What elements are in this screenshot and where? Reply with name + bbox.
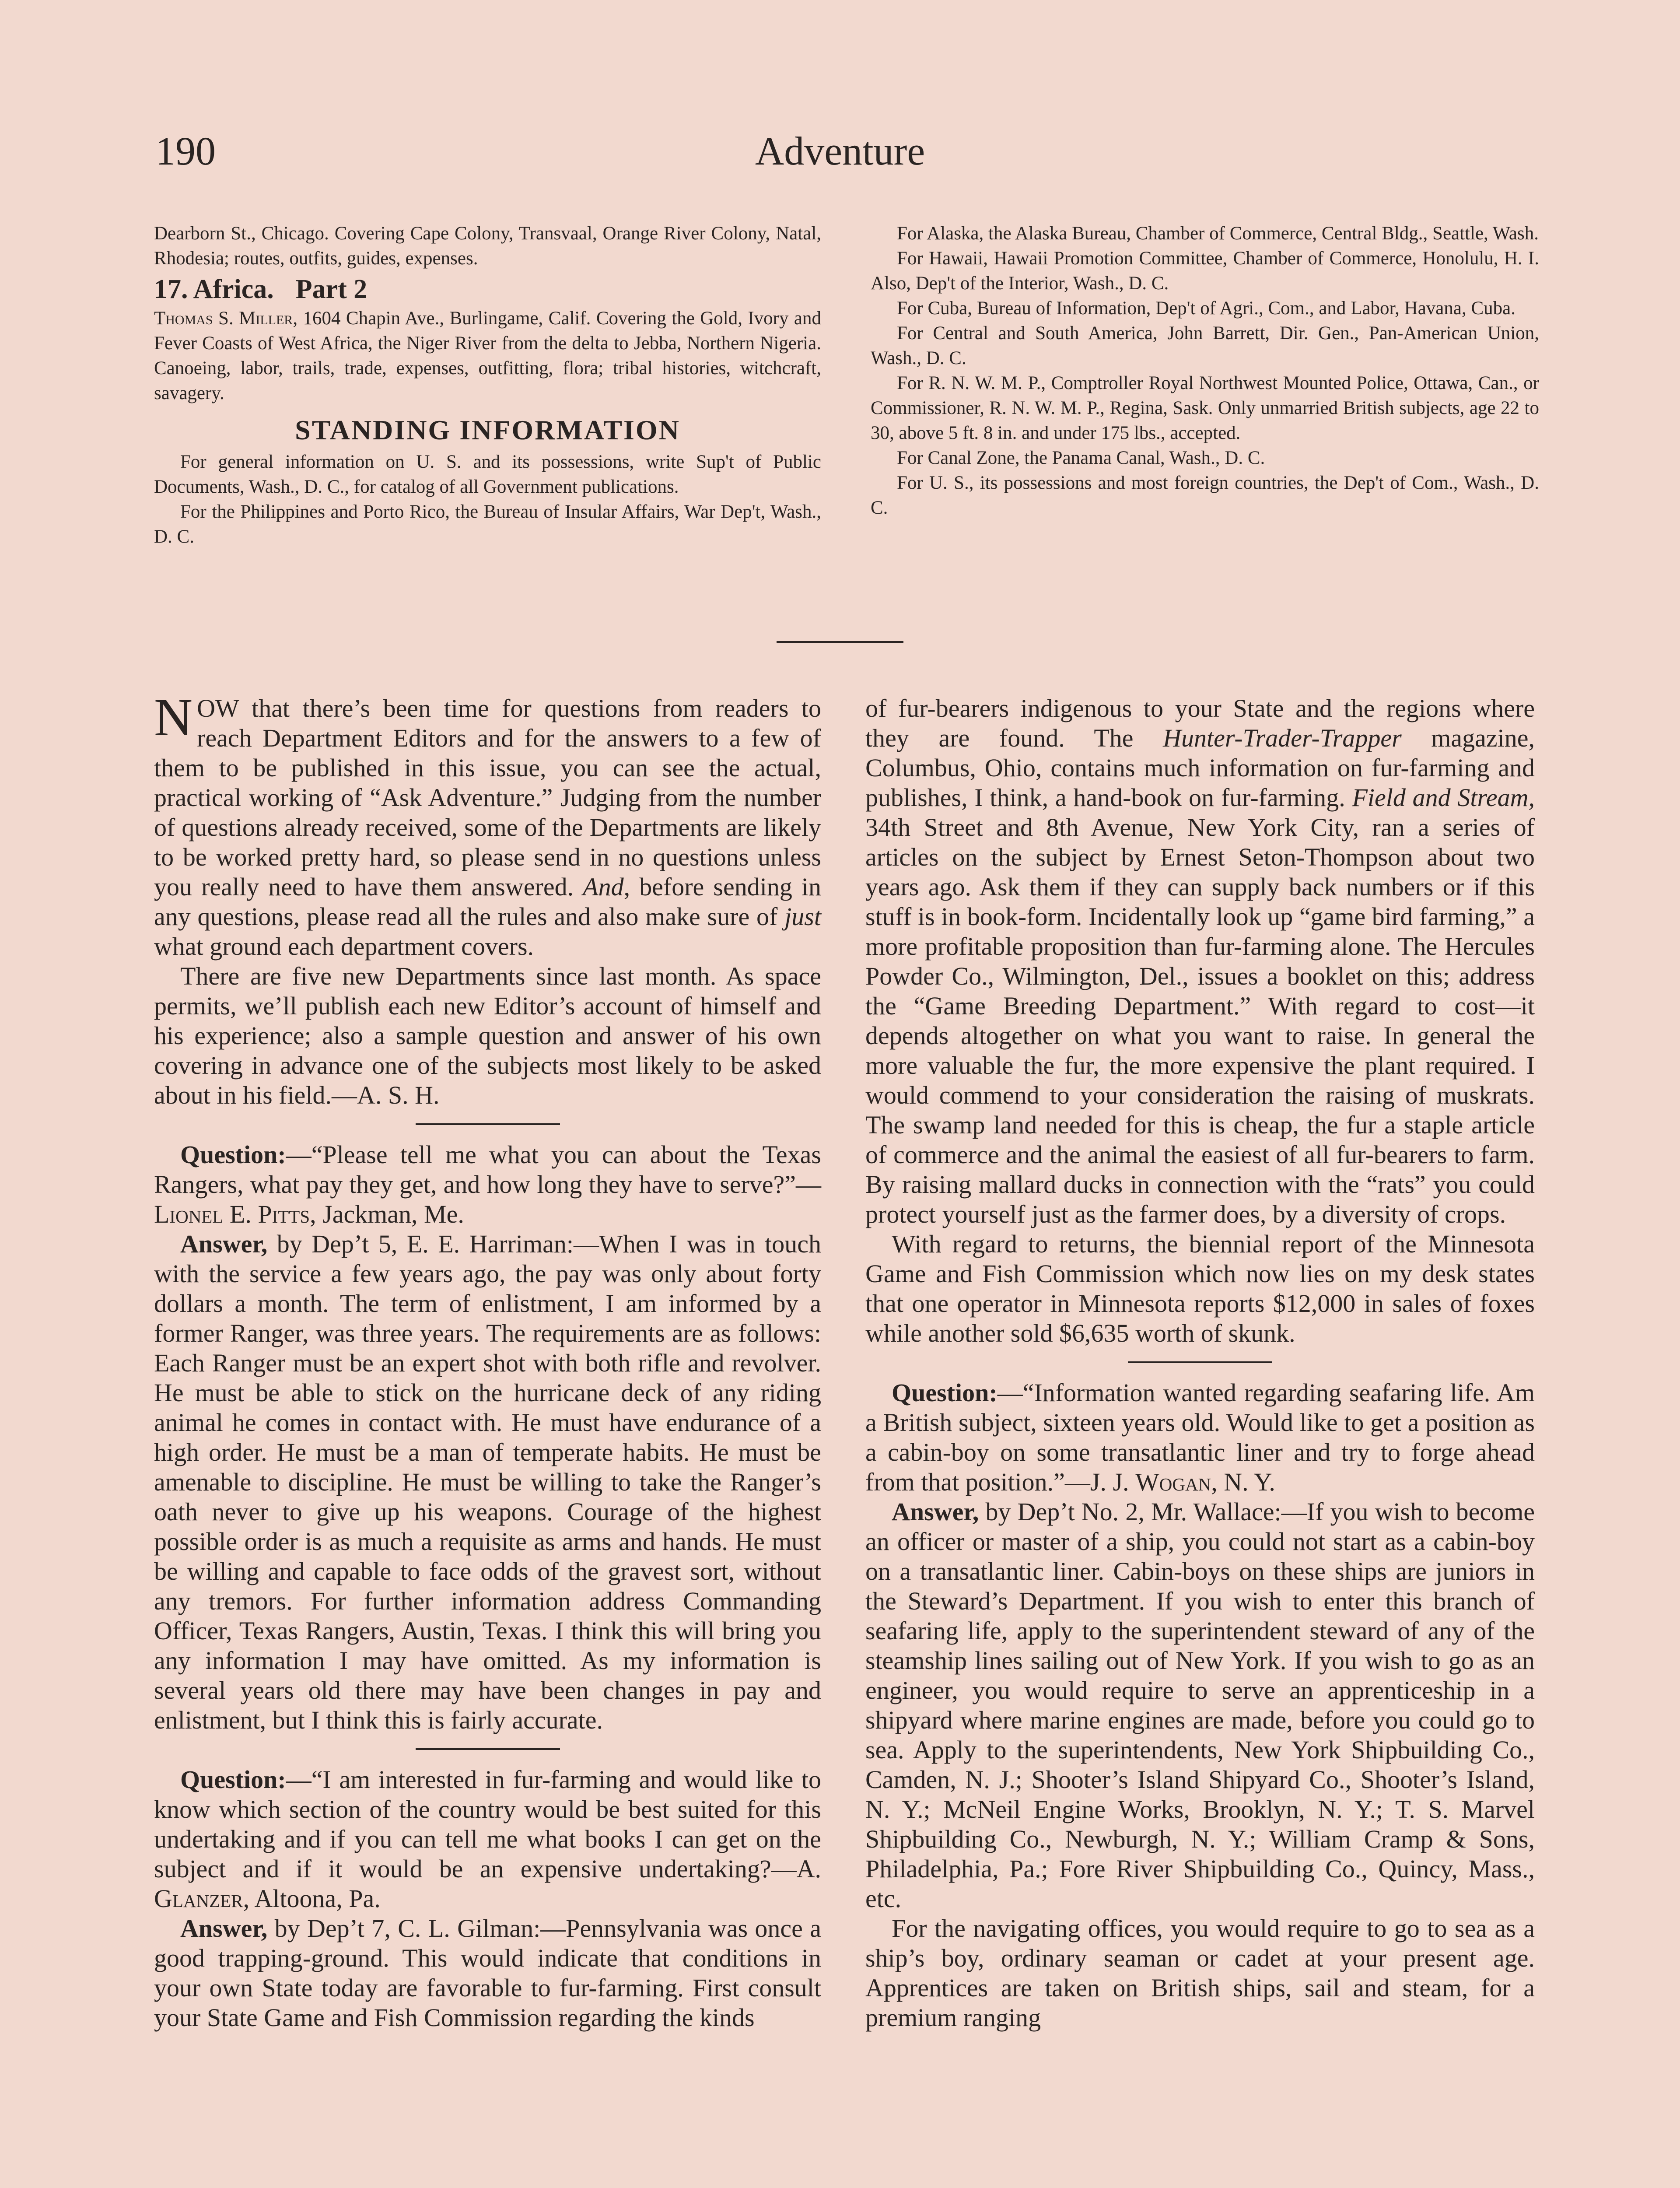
section-text: , 1604 Chapin Ave., Burlingame, Calif. Covering the Gold, Ivory and Fever Coasts of West Africa, the Niger River from the delta to Jebba, Northern Nigeria. Canoeing, labor, trails, trade, expenses, outfitting, flora; tribal histories, witchcraft, savagery.: [154, 308, 821, 403]
standing-paragraph: For the Philippines and Porto Rico, the Bureau of Insular Affairs, War Dep't, Wash., D. C.: [154, 501, 821, 547]
top-left-paragraph: Dearborn St., Chicago. Covering Cape Colony, Transvaal, Orange River Colony, Natal, Rhodesia; routes, outfits, guides, expenses.: [154, 223, 821, 269]
intro-text: what ground each department covers.: [154, 932, 534, 961]
asker-place: , Altoona, Pa.: [243, 1884, 381, 1913]
answer-text: magazine, Columbus, Ohio, contains much information on fur-farming and publishes, I think, a hand-book on fur-farming.: [865, 724, 1535, 812]
question-text: —“Information wanted regarding seafaring life. Am a British subject, sixteen years old. Would like to get a position as a cabin-boy on some transatlantic liner and try to forge ahead from that position.”—J. J.: [865, 1378, 1535, 1496]
intro-emphasis: just: [784, 902, 821, 931]
asker-name: Wogan: [1135, 1468, 1211, 1496]
answer-paragraph: [154, 1229, 821, 1735]
intro-emphasis: And: [583, 873, 624, 901]
question-text: —“I am interested in fur-farming and would like to know which section of the country would be best suited for this undertaking and if you can tell me what books I can get on the subject and if it would be an expensive undertaking?—: [154, 1765, 821, 1883]
question-label: Question:: [892, 1378, 998, 1407]
answer-text: by Dep’t 5, E. E. Harriman:—When I was in touch with the service a few years ago, the pay was only about forty dollars a month. The term of enlistment, I am informed by a former Ranger, was three years. The requirements are as follows: Each Ranger must be an expert shot with both rifle and revolver. He must be able to stick on the hurricane deck of any riding animal he comes in contact with. He must have endurance of a high order. He must be a man of temperate habits. He must be amenable to discipline. He must be willing to take the Ranger’s oath never to give up his weapons. Courage of the highest possible order is as much a requisite as arms and hands. He must be willing and capable to face odds of the gravest sort, without any tremors. For further information address Commanding Officer, Texas Rangers, Austin, Texas. I think this will bring you any information I may have omitted. As my information is several years old there may have been changes in pay and enlistment, but I think this is fairly accurate.: [154, 1230, 822, 1734]
standing-paragraph: For general information on U. S. and its possessions, write Sup't of Public Documents, Wash., D. C., for catalog of all Government publications.: [154, 452, 821, 497]
standing-paragraph: For Alaska, the Alaska Bureau, Chamber of Commerce, Central Bldg., Seattle, Wash.: [897, 223, 1539, 244]
question-paragraph: [154, 1140, 821, 1229]
standing-paragraph: For Canal Zone, the Panama Canal, Wash., D. C.: [897, 448, 1265, 468]
answer-text: by Dep’t No. 2, Mr. Wallace:—If you wish to become an officer or master of a ship, you could not start as a cabin-boy on a transatlantic liner. Cabin-boys on these ships are juniors in the Steward’s Department. If you wish to enter this branch of seafaring life, apply to the superintendent steward of any of the steamship lines sailing out of New York. If you wish to go as an engineer, you would require to serve an apprenticeship in a shipyard where marine engines are made, before you could go to sea. Apply to the superintendents, New York Shipbuilding Co., Camden, N. J.; Shooter’s Island Shipyard Co., Shooter’s Island, N. Y.; McNeil Engine Works, Brooklyn, N. Y.; T. S. Marvel Shipbuilding Co., Newburgh, N. Y.; William Cramp & Sons, Philadelphia, Pa.; Fore River Shipbuilding Co., Quincy, Mass., etc.: [865, 1497, 1535, 1913]
asker-place: , Jackman, Me.: [310, 1200, 464, 1228]
asker-place: , N. Y.: [1211, 1468, 1275, 1496]
running-title: Adventure: [755, 129, 925, 173]
top-right-column: [871, 221, 1539, 520]
answer-text: of fur-bearers indigenous to your State and the regions where they are found. The: [865, 694, 1535, 752]
answer-label: Answer,: [892, 1497, 979, 1526]
question-label: Question:: [180, 1765, 286, 1794]
section-number: 17. Africa.: [154, 274, 274, 304]
short-divider: [416, 1123, 560, 1125]
answer-label: Answer,: [180, 1230, 268, 1258]
standing-information-heading: STANDING INFORMATION: [295, 414, 680, 445]
main-left-column: [154, 688, 822, 2033]
page-number: 190: [155, 129, 216, 173]
section-divider: [777, 641, 903, 643]
standing-paragraph: For R. N. W. M. P., Comptroller Royal Northwest Mounted Police, Ottawa, Can., or Commissioner, R. N. W. M. P., Regina, Sask. Only unmarried British subjects, age 22 to 30, above 5 ft. 8 in. and under 175 lbs., accepted.: [871, 373, 1539, 443]
answer-text: 34th Street and 8th Avenue, New York City, ran a series of articles on the subject by Ernest Seton-Thompson about two years ago. Ask them if they can supply back numbers or if this stuff is in book-form. Incidentally look up “game bird farming,” a more profitable proposition than fur-farming alone. The Hercules Powder Co., Wilmington, Del., issues a booklet on this; address the “Game Breeding Department.” With regard to cost—it depends altogether on what you want to raise. In general the more valuable the fur, the more expensive the plant required. I would commend to your consideration the raising of muskrats. The swamp land needed for this is cheap, the fur a staple article of commerce and the animal the easiest of all fur-bearers to farm. By raising mallard ducks in connection with the “rats” you could protect yourself just as the farmer does, by a diversity of crops.: [865, 813, 1535, 1228]
intro-text: , before sending in any questions, please read all the rules and also make sure of: [154, 873, 822, 931]
asker-name: Lionel E. Pitts: [154, 1200, 310, 1228]
intro-paragraph-2: There are five new Departments since last month. As space permits, we’ll publish each new Editor’s account of himself and his experience; also a sample question and answer of his own covering in advance one of the subjects most likely to be asked about in his field.—A. S. H.: [154, 962, 821, 1109]
answer-label: Answer,: [180, 1914, 268, 1943]
answer-paragraph: [154, 1914, 821, 2033]
standing-paragraph: For Hawaii, Hawaii Promotion Committee, Chamber of Commerce, Honolulu, H. I. Also, Dep't of the Interior, Wash., D. C.: [871, 248, 1539, 294]
short-divider: [1128, 1361, 1272, 1363]
answer-paragraph-2: With regard to returns, the biennial report of the Minnesota Game and Fish Commission which now lies on my desk states that one operator in Minnesota reports $12,000 in sales of foxes while another sold $6,635 worth of skunk.: [865, 1230, 1535, 1347]
magazine-title: Hunter-Trader-Trapper: [1163, 724, 1402, 752]
section-description: [154, 306, 821, 406]
answer-paragraph-3: For the navigating offices, you would require to go to sea as a ship’s boy, ordinary seaman or cadet at your present age. Apprentices are taken on British ships, sail and steam, for a premium ranging: [865, 1914, 1535, 2032]
question-paragraph: [154, 1765, 821, 1914]
editor-name: Thomas S. Miller: [154, 308, 293, 329]
section-heading: [154, 274, 821, 305]
question-paragraph: [865, 1378, 1535, 1497]
question-label: Question:: [180, 1140, 286, 1169]
intro-text: OW that there’s been time for questions from readers to reach Department Editors and for the answers to a few of them to be published in this issue, you can see the actual, practical working of “Ask Adventure.” Judging from the number of questions already received, some of the Departments are likely to be worked pretty hard, so please send in no questions unless you really need to have them answered.: [154, 694, 821, 901]
drop-cap: N: [154, 688, 193, 747]
answer-continuation: [865, 694, 1535, 1229]
asker-name: A. Glanzer: [154, 1855, 821, 1913]
intro-paragraph: [154, 688, 822, 961]
section-part: Part 2: [295, 274, 368, 304]
answer-text: by Dep’t 7, C. L. Gilman:—Pennsylvania was once a good trapping-ground. This would indicate that conditions in your own State today are favorable to fur-farming. First consult your State Game and Fish Commission regarding the kinds: [154, 1914, 821, 2032]
top-left-column: [154, 221, 821, 549]
standing-paragraph: For Cuba, Bureau of Information, Dep't of Agri., Com., and Labor, Havana, Cuba.: [897, 298, 1516, 319]
answer-paragraph: [865, 1497, 1535, 1914]
standing-paragraph: For U. S., its possessions and most foreign countries, the Dep't of Com., Wash., D. C.: [871, 473, 1539, 518]
magazine-title: Field and Stream,: [1352, 783, 1535, 812]
standing-paragraph: For Central and South America, John Barrett, Dir. Gen., Pan-American Union, Wash., D. C.: [871, 323, 1539, 368]
main-right-column: [865, 694, 1535, 2033]
short-divider: [416, 1748, 560, 1750]
question-text: —“Please tell me what you can about the Texas Rangers, what pay they get, and how long they have to serve?”—: [154, 1140, 821, 1199]
